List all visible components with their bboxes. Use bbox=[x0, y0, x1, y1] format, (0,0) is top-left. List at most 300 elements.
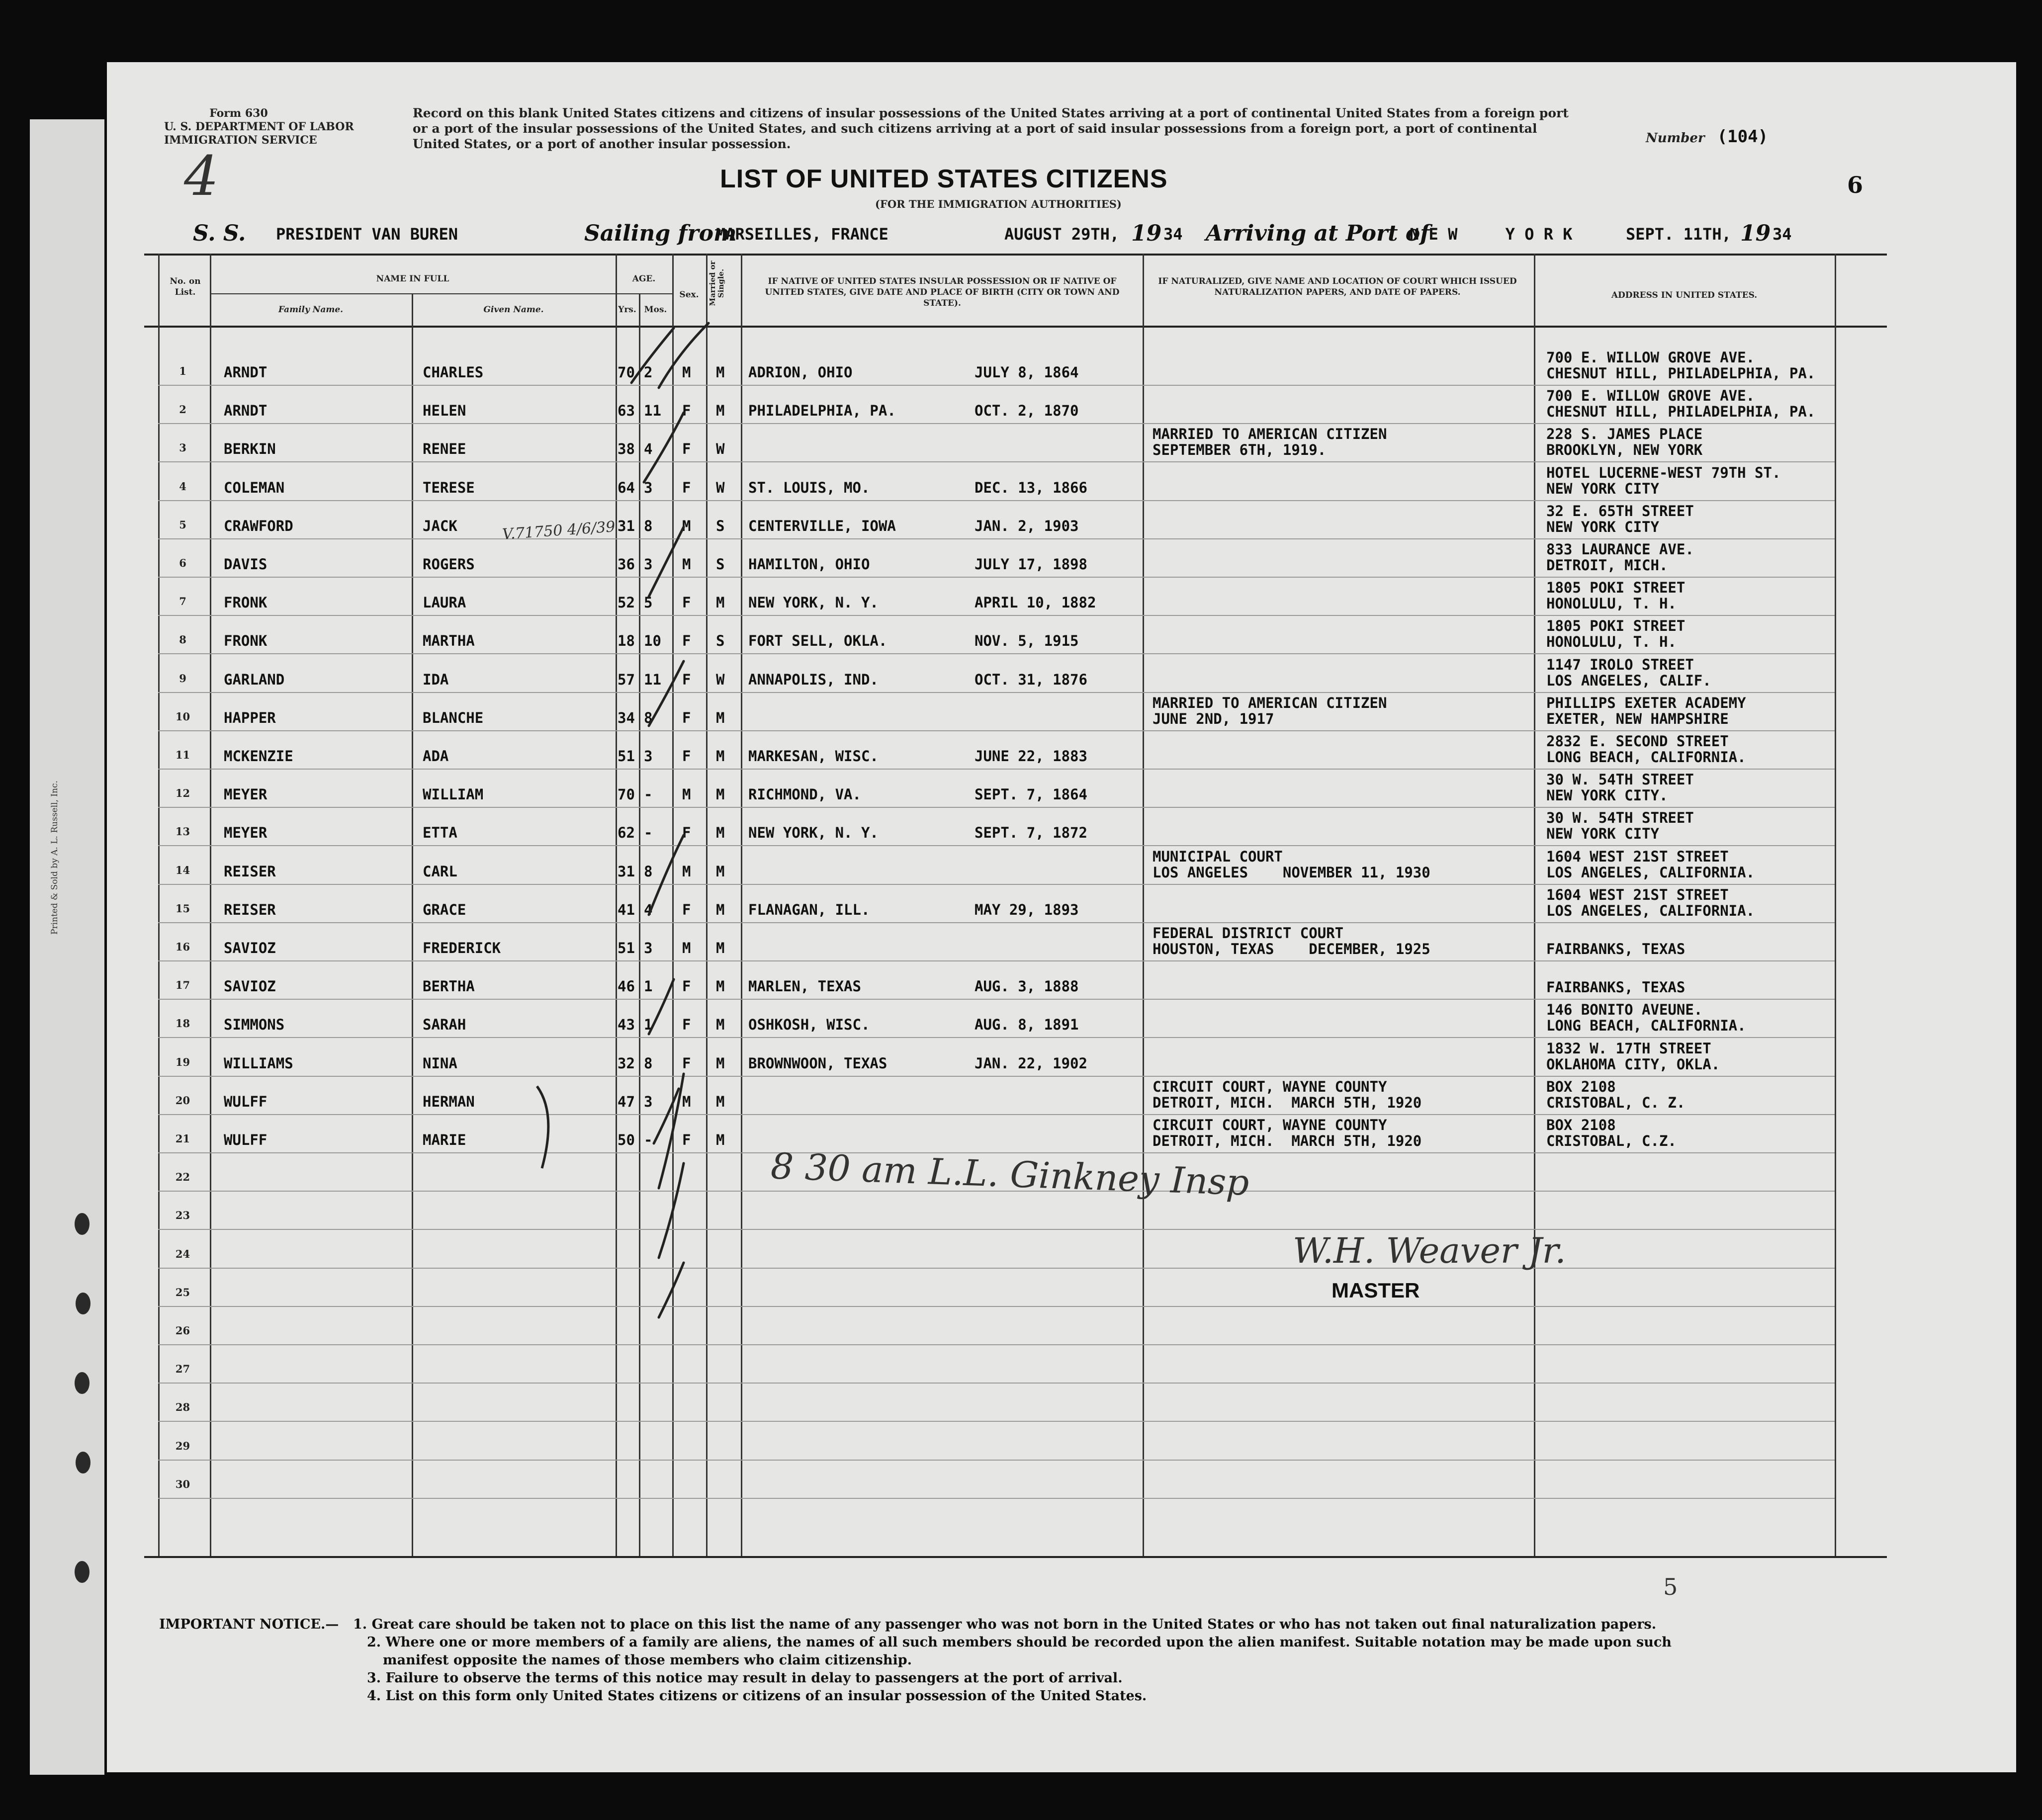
cell-no: 13 bbox=[175, 825, 190, 838]
cell-no: 2 bbox=[179, 403, 186, 416]
table-bottom-rule bbox=[144, 1556, 1887, 1558]
cell-addr2: BROOKLYN, NEW YORK bbox=[1546, 441, 1703, 459]
cell-addr1: BOX 2108 bbox=[1546, 1078, 1616, 1095]
row-rule bbox=[158, 1383, 1835, 1384]
cell-family: SAVIOZ bbox=[224, 940, 276, 956]
cell-yrs: 50 bbox=[618, 1131, 635, 1148]
cell-nat1: MUNICIPAL COURT bbox=[1153, 848, 1283, 865]
cell-ms: M bbox=[716, 940, 725, 956]
cell-given: JACK bbox=[423, 517, 457, 534]
row-rule bbox=[158, 1460, 1835, 1461]
cell-sex: F bbox=[682, 824, 691, 842]
cell-addr2: LONG BEACH, CALIFORNIA. bbox=[1546, 749, 1746, 766]
cell-date: APRIL 10, 1882 bbox=[975, 594, 1096, 611]
cell-addr2: NEW YORK CITY bbox=[1546, 825, 1659, 843]
cell-yrs: 38 bbox=[618, 440, 635, 458]
cell-place: NEW YORK, N. Y. bbox=[748, 594, 879, 611]
cell-given: HELEN bbox=[423, 402, 466, 420]
arrival-year-prefix: 19 bbox=[1740, 221, 1771, 246]
cell-no: 18 bbox=[175, 1017, 190, 1030]
cell-no: 20 bbox=[175, 1094, 190, 1107]
cell-sex: F bbox=[682, 709, 691, 726]
cell-given: CARL bbox=[423, 863, 457, 880]
cell-yrs: 41 bbox=[618, 901, 635, 918]
cell-yrs: 31 bbox=[618, 517, 635, 534]
row-rule bbox=[158, 423, 1835, 424]
cell-place: FORT SELL, OKLA. bbox=[748, 632, 888, 650]
cell-date: DEC. 13, 1866 bbox=[975, 479, 1087, 496]
cell-addr2: LOS ANGELES, CALIFORNIA. bbox=[1546, 864, 1755, 881]
cell-date: AUG. 8, 1891 bbox=[975, 1016, 1079, 1034]
cell-no: 10 bbox=[175, 710, 190, 723]
arrival-port: N E W Y O R K bbox=[1410, 225, 1573, 244]
cell-date: SEPT. 7, 1864 bbox=[975, 786, 1087, 803]
cell-place: ST. LOUIS, MO. bbox=[748, 479, 870, 496]
row-rule bbox=[158, 960, 1835, 961]
cell-mos: 8 bbox=[644, 517, 653, 534]
cell-given: BERTHA bbox=[423, 978, 475, 995]
cell-given: ROGERS bbox=[423, 556, 475, 573]
cell-yrs: 31 bbox=[618, 863, 635, 880]
cell-date: JULY 17, 1898 bbox=[975, 556, 1087, 573]
punch-hole bbox=[75, 1561, 89, 1583]
cell-addr2: CHESNUT HILL, PHILADELPHIA, PA. bbox=[1546, 365, 1816, 382]
form-header bbox=[164, 107, 354, 147]
col-mos: Mos. bbox=[644, 305, 667, 315]
cell-addr2: CRISTOBAL, C.Z. bbox=[1546, 1132, 1677, 1149]
cell-addr1: BOX 2108 bbox=[1546, 1117, 1616, 1133]
row-rule bbox=[158, 1498, 1835, 1499]
cell-nat2: DETROIT, MICH. MARCH 5TH, 1920 bbox=[1153, 1094, 1422, 1111]
cell-no: 12 bbox=[175, 787, 190, 800]
bracket-mark bbox=[527, 1084, 567, 1173]
cell-no: 5 bbox=[179, 518, 186, 531]
cell-sex: M bbox=[682, 556, 691, 573]
cell-given: MARIE bbox=[423, 1131, 466, 1148]
cell-addr1: 30 W. 54TH STREET bbox=[1546, 771, 1694, 788]
inspector-note: 8 30 am L.L. Ginkney Insp bbox=[770, 1145, 1250, 1204]
cell-family: BERKIN bbox=[224, 440, 276, 458]
cell-mos: 1 bbox=[644, 978, 653, 995]
cell-ms: M bbox=[716, 1093, 725, 1110]
arriving-label: Arriving at Port of bbox=[1206, 221, 1430, 246]
document-subtitle: (FOR THE IMMIGRATION AUTHORITIES) bbox=[875, 198, 1122, 210]
col-married: Married or Single. bbox=[708, 260, 725, 306]
cell-yrs: 64 bbox=[618, 479, 635, 496]
row-rule bbox=[158, 1114, 1835, 1115]
cell-place: MARLEN, TEXAS bbox=[748, 978, 861, 995]
margin-mark: 4 bbox=[184, 144, 219, 208]
empty-row-number: 30 bbox=[175, 1477, 190, 1490]
col-family: Family Name. bbox=[278, 305, 344, 315]
cell-sex: F bbox=[682, 1131, 691, 1148]
cell-ms: M bbox=[716, 824, 725, 842]
number-value: (104) bbox=[1717, 127, 1769, 147]
header-bottom-rule bbox=[144, 326, 1887, 328]
cell-family: HAPPER bbox=[224, 709, 276, 726]
col-name-in-full: NAME IN FULL bbox=[376, 274, 449, 284]
cell-ms: M bbox=[716, 978, 725, 995]
cell-addr1: 1805 POKI STREET bbox=[1546, 617, 1686, 635]
cell-family: MEYER bbox=[224, 786, 267, 803]
cell-ms: W bbox=[716, 671, 725, 688]
empty-row-number: 25 bbox=[175, 1286, 190, 1299]
cell-ms: M bbox=[716, 709, 725, 726]
cell-addr1: 700 E. WILLOW GROVE AVE. bbox=[1546, 349, 1755, 366]
empty-row-number: 22 bbox=[175, 1171, 190, 1184]
cell-ms: S bbox=[716, 556, 725, 573]
cell-no: 9 bbox=[179, 672, 186, 685]
cell-sex: M bbox=[682, 863, 691, 880]
cell-family: SAVIOZ bbox=[224, 978, 276, 995]
cell-yrs: 70 bbox=[618, 786, 635, 803]
cell-addr1: 1805 POKI STREET bbox=[1546, 579, 1686, 597]
cell-yrs: 57 bbox=[618, 671, 635, 688]
cell-given: ETTA bbox=[423, 824, 457, 842]
col-divider bbox=[1835, 254, 1836, 1556]
cell-sex: F bbox=[682, 402, 691, 420]
cell-mos: - bbox=[644, 1131, 653, 1148]
cell-addr2: DETROIT, MICH. bbox=[1546, 557, 1668, 574]
cell-addr1: HOTEL LUCERNE-WEST 79TH ST. bbox=[1546, 464, 1781, 481]
cell-ms: M bbox=[716, 1131, 725, 1148]
cell-no: 3 bbox=[179, 441, 186, 454]
cell-date: JAN. 22, 1902 bbox=[975, 1054, 1087, 1072]
col-divider bbox=[412, 293, 413, 1556]
row-rule bbox=[158, 385, 1835, 386]
cell-ms: M bbox=[716, 901, 725, 918]
cell-family: ARNDT bbox=[224, 402, 267, 420]
arrival-year: 34 bbox=[1773, 225, 1792, 244]
cell-yrs: 34 bbox=[618, 709, 635, 726]
underlying-page-strip bbox=[30, 119, 104, 1775]
master-label: MASTER bbox=[1332, 1279, 1420, 1302]
cell-given: HERMAN bbox=[423, 1093, 475, 1110]
cell-addr2: LOS ANGELES, CALIF. bbox=[1546, 672, 1711, 689]
cell-family: WULFF bbox=[224, 1131, 267, 1148]
cell-family: WILLIAMS bbox=[224, 1054, 293, 1072]
cell-yrs: 51 bbox=[618, 940, 635, 956]
number-field bbox=[1646, 127, 1768, 147]
cell-family: FRONK bbox=[224, 594, 267, 611]
cell-ms: M bbox=[716, 748, 725, 765]
cell-given: FREDERICK bbox=[423, 940, 501, 956]
cell-date: SEPT. 7, 1872 bbox=[975, 824, 1087, 842]
cell-mos: 10 bbox=[644, 632, 661, 650]
empty-row-number: 29 bbox=[175, 1439, 190, 1452]
sailing-from: MARSEILLES, FRANCE bbox=[716, 225, 888, 244]
cell-mos: 3 bbox=[644, 1093, 653, 1110]
cell-addr2: CHESNUT HILL, PHILADELPHIA, PA. bbox=[1546, 403, 1816, 421]
service-name: IMMIGRATION SERVICE bbox=[164, 134, 317, 147]
cell-addr2: LOS ANGELES, CALIFORNIA. bbox=[1546, 902, 1755, 919]
cell-addr2: FAIRBANKS, TEXAS bbox=[1546, 979, 1686, 996]
cell-place: RICHMOND, VA. bbox=[748, 786, 861, 803]
cell-family: COLEMAN bbox=[224, 479, 285, 496]
cell-addr1: 30 W. 54TH STREET bbox=[1546, 809, 1694, 827]
notice-heading: IMPORTANT NOTICE.— bbox=[159, 1617, 339, 1632]
cell-addr2: NEW YORK CITY bbox=[1546, 480, 1659, 497]
cell-given: TERESE bbox=[423, 479, 475, 496]
cell-yrs: 46 bbox=[618, 978, 635, 995]
sail-year-prefix: 19 bbox=[1131, 221, 1162, 246]
cell-family: CRAWFORD bbox=[224, 517, 293, 534]
cell-family: MEYER bbox=[224, 824, 267, 842]
cell-given: CHARLES bbox=[423, 364, 484, 381]
cell-no: 6 bbox=[179, 557, 186, 569]
cell-place: CENTERVILLE, IOWA bbox=[748, 517, 896, 534]
row-rule bbox=[158, 884, 1835, 885]
cell-sex: M bbox=[682, 940, 691, 956]
cell-sex: F bbox=[682, 671, 691, 688]
cell-nat2: SEPTEMBER 6TH, 1919. bbox=[1153, 441, 1327, 459]
cell-no: 16 bbox=[175, 941, 190, 953]
cell-given: BLANCHE bbox=[423, 709, 484, 726]
printer-note: Printed & Sold by A. L. Russell, Inc. bbox=[50, 780, 60, 935]
cell-given: IDA bbox=[423, 671, 449, 688]
cell-addr1: 146 BONITO AVEUNE. bbox=[1546, 1001, 1703, 1019]
punch-hole bbox=[75, 1372, 89, 1394]
cell-family: FRONK bbox=[224, 632, 267, 650]
cell-mos: 8 bbox=[644, 863, 653, 880]
row-rule bbox=[158, 845, 1835, 846]
row-rule bbox=[158, 500, 1835, 501]
cell-addr1: 2832 E. SECOND STREET bbox=[1546, 733, 1729, 750]
cell-family: WULFF bbox=[224, 1093, 267, 1110]
cell-sex: F bbox=[682, 479, 691, 496]
cell-no: 7 bbox=[179, 595, 186, 608]
cell-given: LAURA bbox=[423, 594, 466, 611]
cell-addr1: 1604 WEST 21ST STREET bbox=[1546, 886, 1729, 903]
cell-no: 19 bbox=[175, 1055, 190, 1068]
notice-item-1: 1. Great care should be taken not to place on this list the name of any passenger who was not born in the United States or who has not taken out final naturalization papers. bbox=[353, 1617, 1657, 1632]
cell-addr1: 32 E. 65TH STREET bbox=[1546, 502, 1694, 520]
cell-family: REISER bbox=[224, 901, 276, 918]
empty-row-number: 27 bbox=[175, 1363, 190, 1376]
col-sex: Sex. bbox=[679, 290, 699, 300]
cell-place: OSHKOSH, WISC. bbox=[748, 1016, 870, 1034]
cell-no: 1 bbox=[179, 365, 186, 377]
cell-nat1: CIRCUIT COURT, WAYNE COUNTY bbox=[1153, 1117, 1387, 1133]
cell-mos: 3 bbox=[644, 940, 653, 956]
cell-addr2: HONOLULU, T. H. bbox=[1546, 595, 1677, 612]
cell-place: FLANAGAN, ILL. bbox=[748, 901, 870, 918]
cell-given: WILLIAM bbox=[423, 786, 484, 803]
cell-ms: M bbox=[716, 1054, 725, 1072]
cell-sex: F bbox=[682, 748, 691, 765]
empty-row-number: 28 bbox=[175, 1401, 190, 1414]
cell-no: 15 bbox=[175, 902, 190, 915]
cell-place: HAMILTON, OHIO bbox=[748, 556, 870, 573]
cell-given: ADA bbox=[423, 748, 449, 765]
row-rule bbox=[158, 1421, 1835, 1422]
row-rule bbox=[158, 461, 1835, 462]
cell-ms: M bbox=[716, 364, 725, 381]
cell-no: 4 bbox=[179, 480, 186, 493]
cell-yrs: 51 bbox=[618, 748, 635, 765]
punch-hole bbox=[76, 1452, 90, 1473]
cell-sex: M bbox=[682, 786, 691, 803]
empty-row-number: 24 bbox=[175, 1247, 190, 1260]
row-rule bbox=[158, 807, 1835, 808]
ship-name: PRESIDENT VAN BUREN bbox=[276, 225, 458, 244]
row-rule bbox=[158, 615, 1835, 616]
cell-given: SARAH bbox=[423, 1016, 466, 1034]
master-signature: W.H. Weaver Jr. bbox=[1293, 1230, 1566, 1271]
number-label: Number bbox=[1646, 131, 1705, 146]
cell-no: 21 bbox=[175, 1132, 190, 1145]
col-divider bbox=[158, 254, 160, 1556]
cell-sex: M bbox=[682, 517, 691, 534]
department-name: U. S. DEPARTMENT OF LABOR bbox=[164, 120, 354, 133]
cell-date: OCT. 2, 1870 bbox=[975, 402, 1079, 420]
cell-date: MAY 29, 1893 bbox=[975, 901, 1079, 918]
cell-nat1: MARRIED TO AMERICAN CITIZEN bbox=[1153, 694, 1387, 711]
cell-ms: M bbox=[716, 863, 725, 880]
cell-nat1: FEDERAL DISTRICT COURT bbox=[1153, 925, 1344, 942]
cell-given: NINA bbox=[423, 1054, 457, 1072]
cell-nat2: JUNE 2ND, 1917 bbox=[1153, 710, 1274, 727]
cell-sex: F bbox=[682, 632, 691, 650]
row-rule bbox=[158, 692, 1835, 693]
cell-date: NOV. 5, 1915 bbox=[975, 632, 1079, 650]
cell-mos: 3 bbox=[644, 748, 653, 765]
cell-date: JUNE 22, 1883 bbox=[975, 748, 1087, 765]
cell-addr2: NEW YORK CITY bbox=[1546, 518, 1659, 535]
cell-ms: S bbox=[716, 517, 725, 534]
cell-sex: F bbox=[682, 594, 691, 611]
cell-sex: F bbox=[682, 440, 691, 458]
cell-sex: M bbox=[682, 1093, 691, 1110]
cell-place: BROWNWOON, TEXAS bbox=[748, 1054, 888, 1072]
cell-ms: W bbox=[716, 479, 725, 496]
empty-row-number: 23 bbox=[175, 1209, 190, 1222]
form-number: Form 630 bbox=[209, 107, 268, 120]
col-divider bbox=[210, 254, 211, 1556]
page-number: 6 bbox=[1847, 172, 1864, 198]
sailing-label: Sailing from bbox=[584, 221, 737, 246]
cell-family: DAVIS bbox=[224, 556, 267, 573]
row-rule bbox=[158, 1344, 1835, 1345]
col-no: No. on List. bbox=[170, 276, 201, 297]
cell-sex: M bbox=[682, 364, 691, 381]
cell-no: 8 bbox=[179, 633, 186, 646]
cell-addr1: 1147 IROLO STREET bbox=[1546, 656, 1694, 673]
cell-family: MCKENZIE bbox=[224, 748, 293, 765]
row-rule bbox=[158, 999, 1835, 1000]
cell-addr1: 700 E. WILLOW GROVE AVE. bbox=[1546, 387, 1755, 405]
row-rule bbox=[158, 769, 1835, 770]
cell-sex: F bbox=[682, 1016, 691, 1034]
cell-no: 17 bbox=[175, 979, 190, 992]
bottom-mark: 5 bbox=[1663, 1573, 1678, 1600]
cell-no: 11 bbox=[175, 749, 190, 761]
cell-mos: 3 bbox=[644, 479, 653, 496]
cell-addr2: OKLAHOMA CITY, OKLA. bbox=[1546, 1055, 1720, 1073]
cell-addr1: PHILLIPS EXETER ACADEMY bbox=[1546, 694, 1746, 711]
notice-item-2-cont: manifest opposite the names of those members who claim citizenship. bbox=[383, 1652, 912, 1668]
cell-mos: 11 bbox=[644, 671, 661, 688]
notice-item-4: 4. List on this form only United States citizens or citizens of an insular possession of the United States. bbox=[367, 1688, 1147, 1704]
punch-hole bbox=[76, 1293, 90, 1314]
cell-nat1: CIRCUIT COURT, WAYNE COUNTY bbox=[1153, 1078, 1387, 1095]
sail-date: AUGUST 29TH, bbox=[1004, 225, 1120, 244]
cell-ms: M bbox=[716, 402, 725, 420]
cell-addr1: 1832 W. 17TH STREET bbox=[1546, 1040, 1711, 1057]
cell-place: ADRION, OHIO bbox=[748, 364, 853, 381]
cell-yrs: 52 bbox=[618, 594, 635, 611]
cell-place: PHILADELPHIA, PA. bbox=[748, 402, 896, 420]
cell-nat2: LOS ANGELES NOVEMBER 11, 1930 bbox=[1153, 864, 1430, 881]
col-divider bbox=[616, 254, 617, 1556]
cell-yrs: 36 bbox=[618, 556, 635, 573]
row-rule bbox=[158, 653, 1835, 654]
cell-place: ANNAPOLIS, IND. bbox=[748, 671, 879, 688]
cell-yrs: 62 bbox=[618, 824, 635, 842]
cell-no: 14 bbox=[175, 864, 190, 876]
cell-ms: M bbox=[716, 786, 725, 803]
cell-date: OCT. 31, 1876 bbox=[975, 671, 1087, 688]
col-age: AGE. bbox=[632, 274, 656, 284]
cell-addr2: HONOLULU, T. H. bbox=[1546, 633, 1677, 651]
row-rule bbox=[158, 730, 1835, 731]
row-rule bbox=[158, 1076, 1835, 1077]
cell-family: SIMMONS bbox=[224, 1016, 285, 1034]
row-rule bbox=[158, 538, 1835, 539]
cell-nat2: HOUSTON, TEXAS DECEMBER, 1925 bbox=[1153, 941, 1430, 957]
col-naturalized: IF NATURALIZED, GIVE NAME AND LOCATION OF COURT WHICH ISSUED NATURALIZATION PAPERS, AND DATE OF PAPERS. bbox=[1158, 276, 1517, 297]
cell-addr2: FAIRBANKS, TEXAS bbox=[1546, 941, 1686, 957]
cell-mos: 2 bbox=[644, 364, 653, 381]
cell-mos: 8 bbox=[644, 1054, 653, 1072]
cell-given: RENEE bbox=[423, 440, 466, 458]
row-rule bbox=[158, 1306, 1835, 1307]
cell-ms: W bbox=[716, 440, 725, 458]
cell-place: NEW YORK, N. Y. bbox=[748, 824, 879, 842]
row-rule bbox=[158, 1268, 1835, 1269]
row-rule bbox=[158, 922, 1835, 923]
cell-addr1: 1604 WEST 21ST STREET bbox=[1546, 848, 1729, 865]
cell-addr2: LONG BEACH, CALIFORNIA. bbox=[1546, 1017, 1746, 1035]
cell-nat2: DETROIT, MICH. MARCH 5TH, 1920 bbox=[1153, 1132, 1422, 1149]
cell-date: AUG. 3, 1888 bbox=[975, 978, 1079, 995]
row-rule bbox=[158, 1037, 1835, 1038]
cell-family: GARLAND bbox=[224, 671, 285, 688]
cell-yrs: 18 bbox=[618, 632, 635, 650]
cell-ms: S bbox=[716, 632, 725, 650]
punch-hole bbox=[75, 1213, 89, 1235]
row-rule bbox=[158, 577, 1835, 578]
col-given: Given Name. bbox=[483, 305, 544, 315]
cell-ms: M bbox=[716, 1016, 725, 1034]
cell-yrs: 43 bbox=[618, 1016, 635, 1034]
cell-mos: - bbox=[644, 824, 653, 842]
cell-yrs: 32 bbox=[618, 1054, 635, 1072]
cell-sex: F bbox=[682, 901, 691, 918]
cell-given: GRACE bbox=[423, 901, 466, 918]
notice-item-3: 3. Failure to observe the terms of this notice may result in delay to passengers at the port of arrival. bbox=[367, 1670, 1123, 1686]
cell-mos: - bbox=[644, 786, 653, 803]
col-address: ADDRESS IN UNITED STATES. bbox=[1611, 290, 1758, 300]
cell-mos: 3 bbox=[644, 556, 653, 573]
cell-family: ARNDT bbox=[224, 364, 267, 381]
cell-place: MARKESAN, WISC. bbox=[748, 748, 879, 765]
ss-label: S. S. bbox=[193, 221, 246, 246]
cell-mos: 5 bbox=[644, 594, 653, 611]
row-rule bbox=[158, 1229, 1835, 1230]
cell-addr1: 228 S. JAMES PLACE bbox=[1546, 426, 1703, 443]
table-top-rule bbox=[144, 254, 1887, 256]
